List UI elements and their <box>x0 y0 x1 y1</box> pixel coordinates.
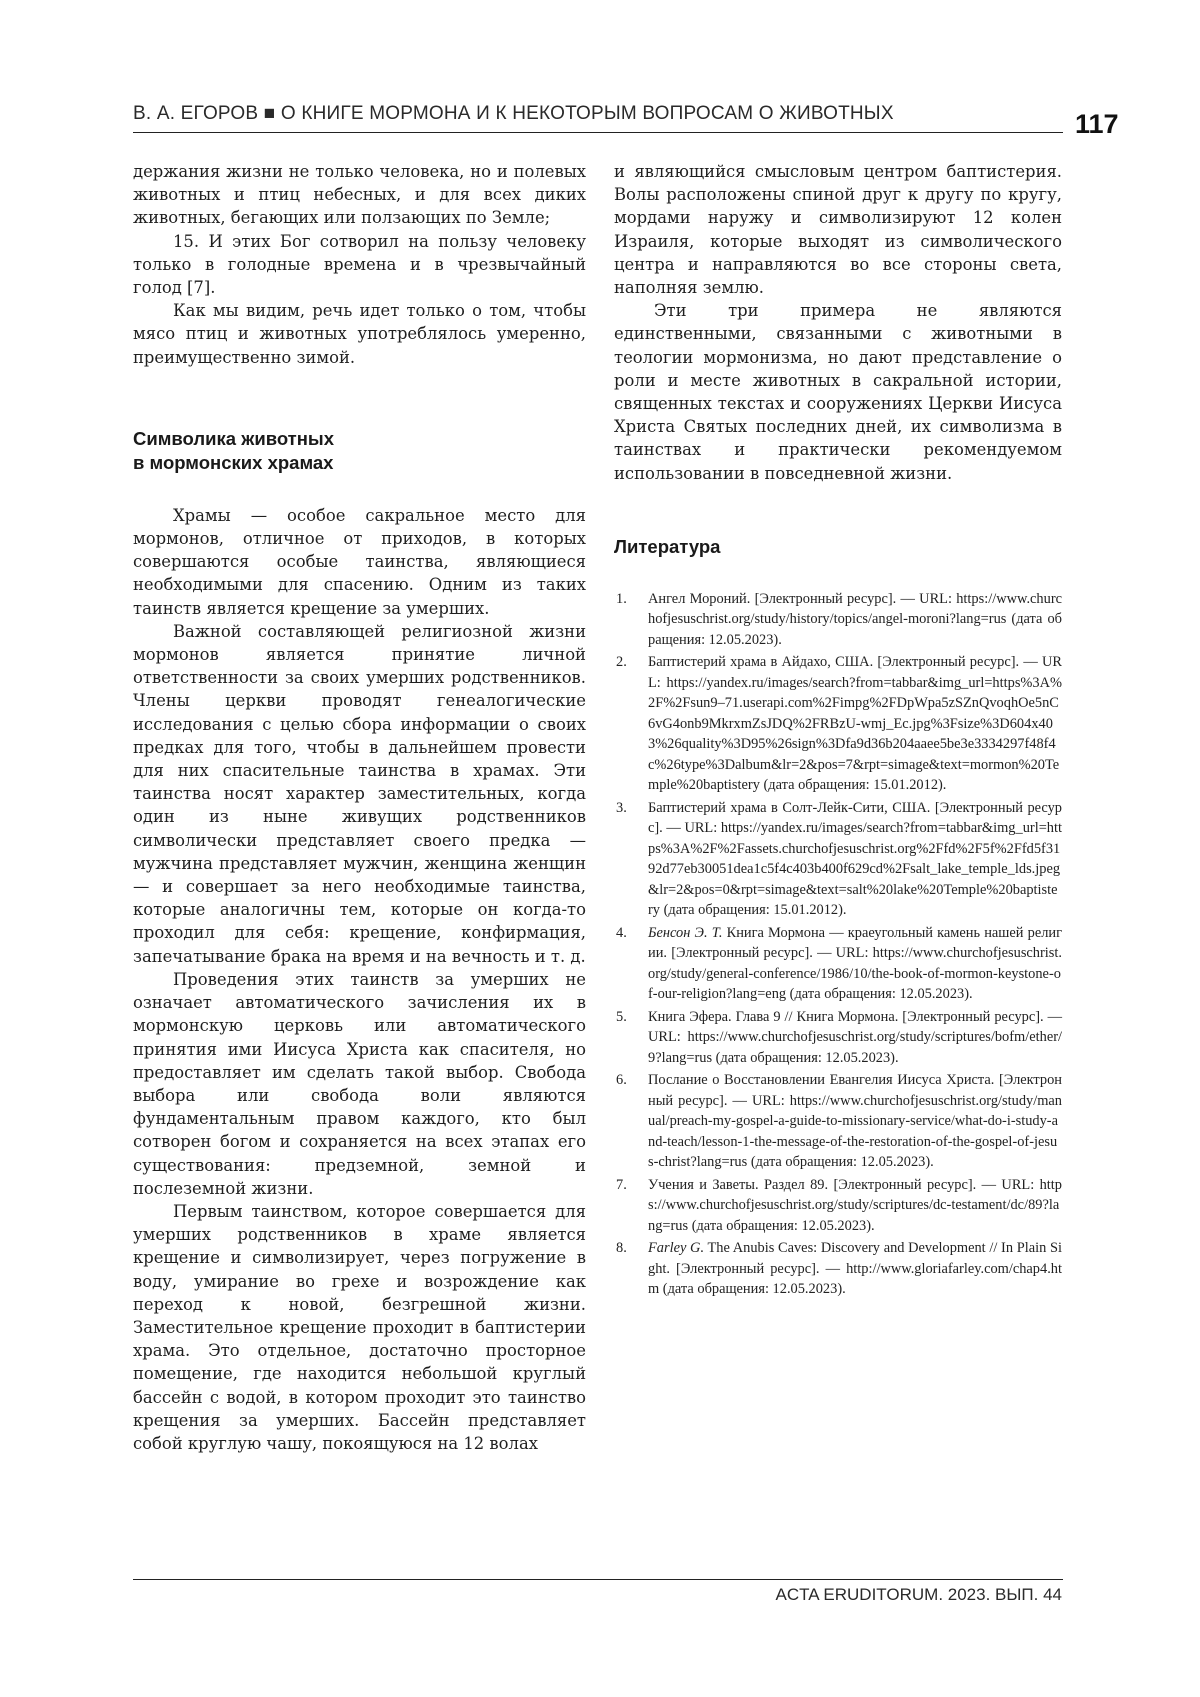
references-heading: Литература <box>614 535 721 557</box>
reference-item <box>614 923 1062 1005</box>
header-rule <box>133 132 1063 133</box>
reference-text: Ангел Мороний. [Электронный ресурс]. — URL: https://www.churchofjesuschrist.org/study/history/topics/angel-moroni?lang=rus (дата обращения: 12.05.2023). <box>648 590 1062 648</box>
body-paragraph: Храмы — особое сакральное место для мормонов, отличное от приходов, в которых совершаются особые таинства, являющиеся необходимыми для спасению. Одним из таких таинств является крещение за умерших. <box>133 505 586 618</box>
reference-author: Бенсон Э. Т. <box>648 924 723 941</box>
body-paragraph: Эти три примера не являются единственными, связанными с животными в теологии мормонизма, но дают представление о роли и месте животных в сакральной истории, священных текстах и сооружениях Церкви Иисуса Христа Святых последних дней, их символизма в таинствах и практически рекомендуемом использовании в повседневной жизни. <box>614 301 1062 483</box>
reference-text: Учения и Заветы. Раздел 89. [Электронный ресурс]. — URL: https://www.churchofjesuschrist.org/study/scriptures/dc-testament/dc/89?lang=rus (дата обращения: 12.05.2023). <box>648 1176 1062 1234</box>
reference-list <box>614 589 1062 1300</box>
reference-text: Послание о Восстановлении Евангелия Иисуса Христа. [Электронный ресурс]. — URL: https://www.churchofjesuschrist.org/study/manual/preach-my-gospel-a-guide-to-missionary-service/what-do-i-study-and-teach/lesson-1-the-message-of-the-restoration-of-the-gospel-of-jesus-christ?lang=rus (дата обращения: 12.05.2023). <box>648 1072 1062 1171</box>
reference-text: Книга Мормона — краеугольный камень нашей религии. [Электронный ресурс]. — URL: https://www.churchofjesuschrist.org/study/general-conference/1986/10/the-book-of-mormon-keystone-of-our-religion?lang=eng (дата обращения: 12.05.2023). <box>648 924 1062 1003</box>
body-paragraph: и являющийся смысловым центром баптистерия. Волы расположены спиной друг к другу по кругу, мордами наружу и символизируют 12 колен Израиля, которые выходят из символического центра и направляются во все стороны света, наполняя землю. <box>614 162 1062 298</box>
reference-item <box>614 589 1062 651</box>
body-paragraph: 15. И этих Бог сотворил на пользу человеку только в голодные времена и в чрезвычайный голод [7]. <box>133 231 586 298</box>
right-column <box>614 160 1062 1302</box>
section-heading-symbolism <box>133 427 586 475</box>
reference-text: Баптистерий храма в Айдахо, США. [Электронный ресурс]. — URL: https://yandex.ru/images/search?from=tabbar&img_url=https%3A%2F%2Fsun9–71.userapi.com%2Fimpg%2FDpWpa5zSZnQvoqhOe5nC6vG4onb9MkrxmZsJDQ%2FRBzU-wmj_Ec.jpg%3Fsize%3D604x403%26quality%3D95%26sign%3Dfa9d36b204aaee5be3e3334297f48f4c%26type%3Dalbum&lr=2&pos=7&rpt=simage&text=mormon%20Temple%20baptistery (дата обращения: 15.01.2012). <box>648 654 1062 794</box>
reference-item <box>614 1175 1062 1237</box>
reference-item <box>614 1007 1062 1069</box>
reference-number: 6. <box>616 1072 627 1089</box>
body-paragraph: Первым таинством, которое совершается для умерших родственников в храме является крещение и символизирует, через погружение в воду, умирание во грехе и возрождение как переход к новой, безгрешной жизни. Заместительное крещение проходит в баптистерии храма. Это отдельное, достаточно просторное помещение, где находится небольшой круглый бассейн с водой, в котором проходит это таинство крещения за умерших. Бассейн представляет собой круглую чашу, покоящуюся на 12 волах <box>133 1201 586 1453</box>
running-header-title: В. А. ЕГОРОВ ■ О КНИГЕ МОРМОНА И К НЕКОТОРЫМ ВОПРОСАМ О ЖИВОТНЫХ <box>133 103 894 124</box>
reference-number: 8. <box>616 1240 627 1257</box>
page-number: 117 <box>1075 109 1119 139</box>
reference-item <box>614 652 1062 796</box>
reference-number: 3. <box>616 799 627 816</box>
body-paragraph: держания жизни не только человека, но и полевых животных и птиц небесных, и для всех диких животных, бегающих или ползающих по Земле; <box>133 162 586 228</box>
body-paragraph: Важной составляющей религиозной жизни мормонов является принятие личной ответственности за своих умерших родственников. Члены церкви проводят генеалогические исследования с целью сбора информации о своих предках для того, чтобы в дальнейшем провести для них спасительные таинства в храмах. Эти таинства носят характер заместительных, когда один из ныне живущих родственников символически представляет своего предка — мужчина представляет мужчин, женщина женщин — и совершает за него необходимые таинства, которые аналогичны тем, которые он когда-то проходил для себя: крещение, конфирмация, запечатывание брака на время и на вечность и т. д. <box>133 621 586 966</box>
section-heading-line: Символика животных <box>133 427 334 449</box>
body-paragraph: Как мы видим, речь идет только о том, чтобы мясо птиц и животных употреблялось умеренно, преимущественно зимой. <box>133 301 586 367</box>
reference-text: The Anubis Caves: Discovery and Development // In Plain Sight. [Электронный ресурс]. — http://www.gloriafarley.com/chap4.htm (дата обращения: 12.05.2023). <box>648 1240 1062 1298</box>
reference-text: Книга Эфера. Глава 9 // Книга Мормона. [Электронный ресурс]. — URL: https://www.churchofjesuschrist.org/study/scriptures/bofm/ether/9?lang=rus (дата обращения: 12.05.2023). <box>648 1008 1062 1066</box>
reference-number: 4. <box>616 924 627 941</box>
section-heading-line: в мормонских храмах <box>133 451 334 473</box>
reference-number: 2. <box>616 654 627 671</box>
reference-number: 7. <box>616 1176 627 1193</box>
reference-number: 5. <box>616 1008 627 1025</box>
left-column <box>133 160 586 1455</box>
reference-item <box>614 1070 1062 1173</box>
reference-text: Баптистерий храма в Солт-Лейк-Сити, США. [Электронный ресурс]. — URL: https://yandex.ru/images/search?from=tabbar&img_url=https%3A%2F%2Fassets.churchofjesuschrist.org%2Ffd%2F5f%2Ffd5f3192d77eb30051dea1c5f4c403b400f629cd%2Fsalt_lake_temple_lds.jpeg&lr=2&pos=0&rpt=simage&text=salt%20lake%20Temple%20baptistery (дата обращения: 15.01.2012). <box>648 799 1062 919</box>
reference-item <box>614 1238 1062 1300</box>
reference-author: Farley G. <box>648 1240 705 1257</box>
body-paragraph: Проведения этих таинств за умерших не означает автоматического зачисления их в мормонскую церковь или автоматического принятия ими Иисуса Христа как спасителя, но предоставляет им сделать такой выбор. Свобода выбора или свобода воли являются фундаментальным правом каждого, кто был сотворен богом и сохраняется на всех этапах его существования: предземной, земной и послеземной жизни. <box>133 969 586 1198</box>
journal-footer: ACTA ERUDITORUM. 2023. ВЫП. 44 <box>775 1585 1062 1604</box>
footer-rule <box>133 1579 1063 1580</box>
reference-number: 1. <box>616 590 627 607</box>
running-header <box>133 101 1063 127</box>
reference-item <box>614 798 1062 921</box>
